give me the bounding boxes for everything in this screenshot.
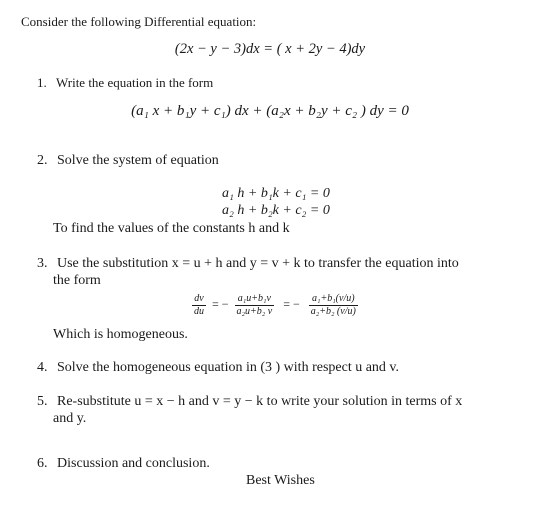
step-6 [37,456,210,472]
step-3-line2: the form [53,273,101,288]
fraction-ratio [309,293,358,318]
step-5-line2: and y. [53,411,87,426]
step-1 [37,75,213,91]
step-text: Use the substitution x = u + h and y = v + k to transfer the equation into [57,256,459,271]
equals-minus: = − [212,297,229,312]
step-5 [37,394,462,410]
step-3-equation [192,293,358,318]
step-1-equation: (a₁ x + b₁y + c₁) dx + (a₂x + b₂y + c₂ ) dy = 0 [131,103,409,119]
step-2-equation-1: a₁ h + b₁k + c₁ = 0 [222,186,330,201]
step-3-after: Which is homogeneous. [53,327,188,342]
numerator: dv [192,293,206,306]
step-2 [37,153,219,169]
step-number: 2. [37,153,48,168]
closing-text: Best Wishes [246,473,315,488]
step-text: Write the equation in the form [56,75,214,90]
fraction-dv-du [192,293,206,318]
step-number: 3. [37,256,48,271]
equals-minus: = − [283,297,300,312]
step-text: Solve the homogeneous equation in (3 ) with respect u and v. [57,360,400,375]
step-4 [37,360,399,376]
step-number: 1. [37,75,47,90]
denominator: du [194,306,204,317]
step-text: Discussion and conclusion. [57,456,210,471]
step-number: 5. [37,394,48,409]
fraction-uv [235,293,275,318]
step-3 [37,256,459,272]
denominator: a₂u+b₂ v [236,306,273,317]
step-text: Re-substitute u = x − h and v = y − k to write your solution in terms of x [57,394,463,409]
intro-text: Consider the following Differential equation: [21,14,257,29]
denominator: a₂+b₂ (v/u) [310,306,356,317]
numerator: a₁u+b₁v [235,293,275,306]
step-2-after: To find the values of the constants h and k [53,221,290,236]
step-number: 4. [37,360,48,375]
step-text: Solve the system of equation [57,153,219,168]
step-2-equation-2: a₂ h + b₂k + c₂ = 0 [222,203,330,218]
numerator: a₁+b₁(v/u) [309,293,358,306]
main-equation: (2x − y − 3)dx = ( x + 2y − 4)dy [174,41,366,57]
step-number: 6. [37,456,48,471]
